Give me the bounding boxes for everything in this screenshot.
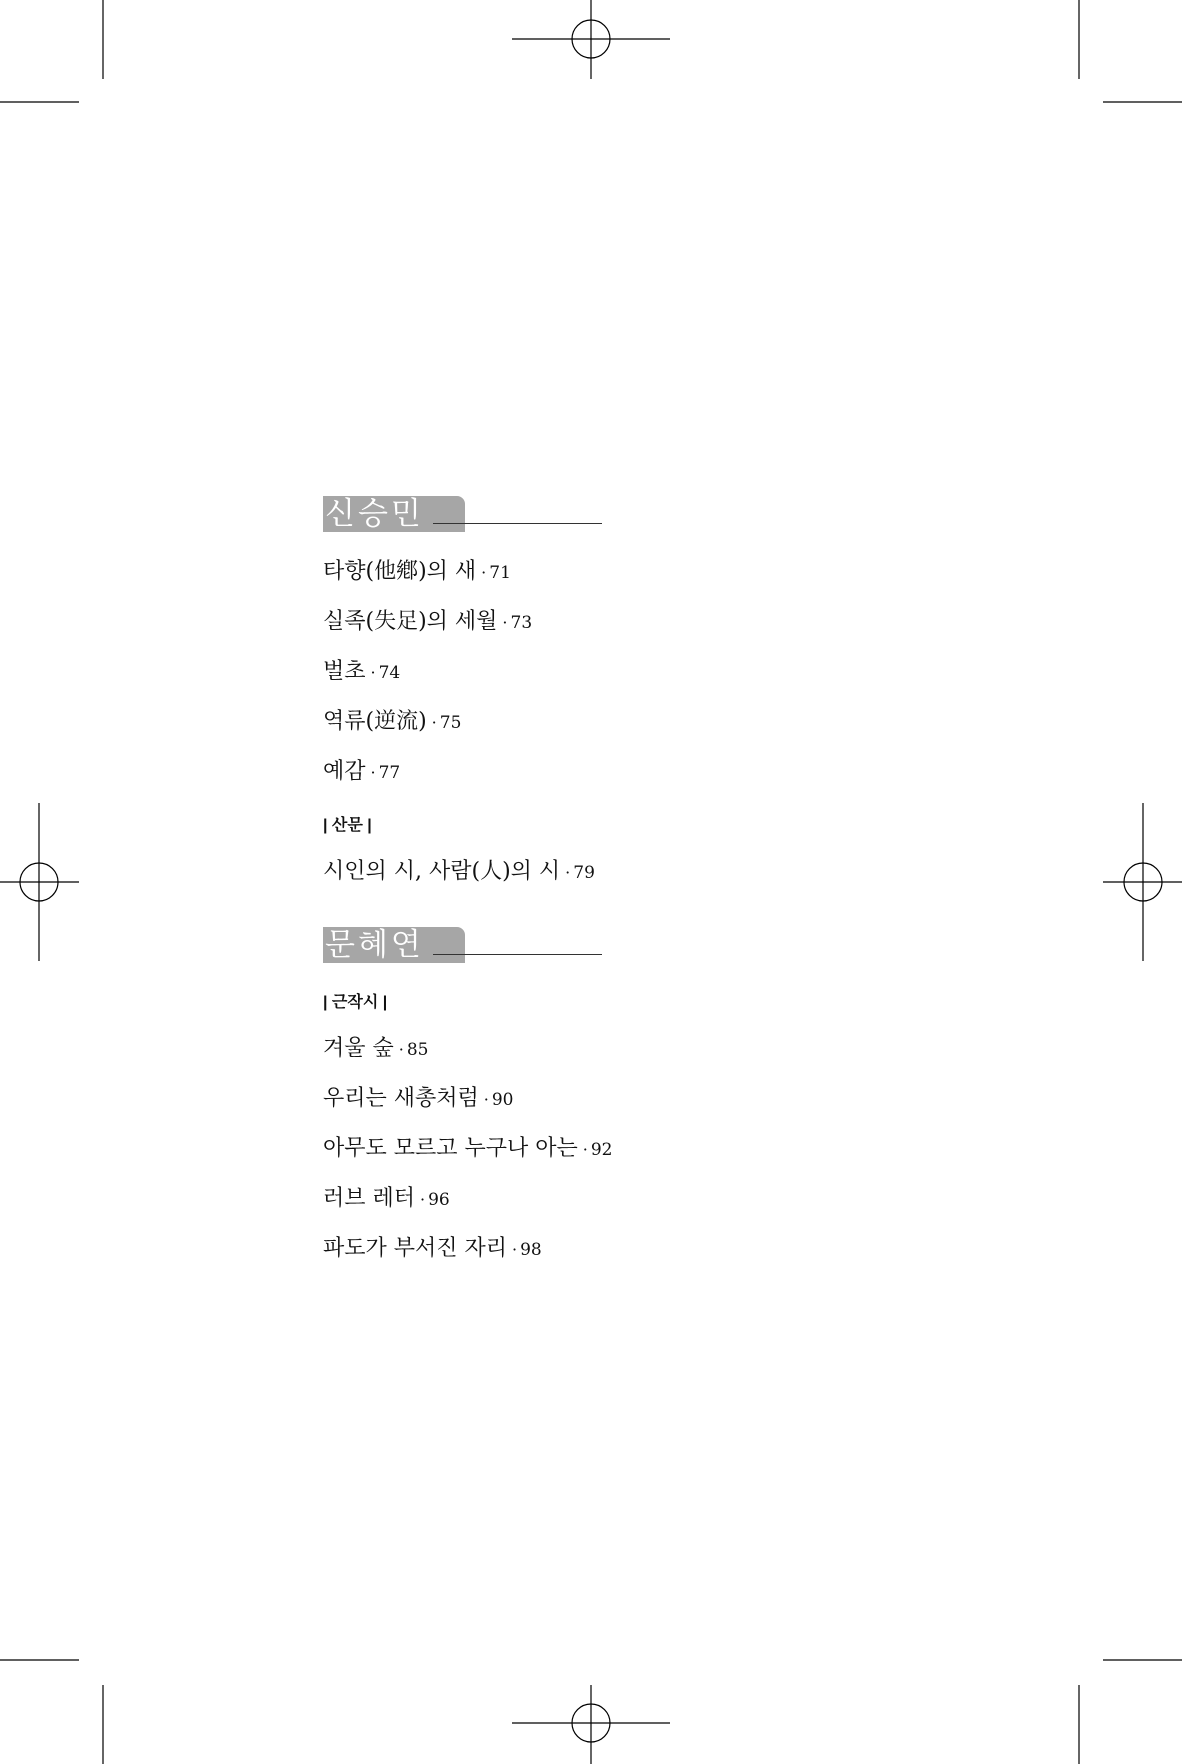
toc-entry[interactable] (323, 1084, 1023, 1114)
separator: · (481, 563, 487, 582)
entry-title: 예감 (323, 759, 366, 784)
separator: · (483, 1090, 489, 1109)
page-number: 90 (491, 1090, 514, 1110)
toc-entry[interactable] (323, 1234, 1023, 1264)
separator: · (512, 1240, 518, 1259)
page-number: 85 (406, 1040, 429, 1060)
author-heading (323, 927, 603, 963)
entry-title: 러브 레터 (323, 1186, 416, 1211)
toc-entry[interactable] (323, 607, 1023, 637)
separator: · (502, 613, 508, 632)
separator: · (565, 863, 571, 882)
page-number: 92 (590, 1140, 613, 1160)
page-number: 77 (378, 763, 401, 783)
entry-title: 파도가 부서진 자리 (323, 1236, 508, 1261)
author-name: 신승민 (325, 496, 424, 532)
author-heading (323, 496, 603, 532)
toc-entry[interactable] (323, 757, 1023, 787)
page-number: 75 (439, 713, 462, 733)
separator: · (431, 713, 437, 732)
separator: · (420, 1190, 426, 1209)
page-number: 71 (489, 563, 511, 583)
heading-rule (433, 523, 602, 524)
recent-works-label: | 근작시 | (323, 994, 388, 1011)
entry-title: 우리는 새총처럼 (323, 1086, 479, 1111)
entry-title: 실족(失足)의 세월 (323, 609, 498, 634)
table-of-contents (323, 496, 1023, 1284)
toc-entry[interactable] (323, 1134, 1023, 1164)
toc-entry[interactable] (323, 557, 1023, 587)
page-number: 96 (428, 1190, 450, 1210)
prose-label: | 산문 | (323, 817, 372, 834)
entry-title: 아무도 모르고 누구나 아는 (323, 1136, 578, 1161)
page-number: 98 (520, 1240, 542, 1260)
entry-title: 타향(他鄕)의 새 (323, 559, 477, 584)
separator: · (582, 1140, 588, 1159)
entry-title: 겨울 숲 (323, 1036, 394, 1061)
poem-list (323, 1034, 1023, 1264)
toc-entry[interactable] (323, 657, 1023, 687)
entry-title: 벌초 (323, 659, 366, 684)
toc-entry[interactable] (323, 1184, 1023, 1214)
prose-list (323, 857, 1023, 887)
toc-entry[interactable] (323, 707, 1023, 737)
separator: · (370, 763, 376, 782)
toc-entry[interactable] (323, 857, 1023, 887)
author-name: 문혜연 (325, 927, 424, 963)
page-number: 74 (378, 663, 401, 683)
page-number: 79 (573, 863, 595, 883)
heading-rule (433, 954, 602, 955)
page-number: 73 (510, 613, 533, 633)
separator: · (370, 663, 376, 682)
entry-title: 역류(逆流) (323, 709, 427, 734)
entry-title: 시인의 시, 사람(人)의 시 (323, 859, 561, 884)
poem-list (323, 557, 1023, 787)
separator: · (398, 1040, 404, 1059)
toc-entry[interactable] (323, 1034, 1023, 1064)
